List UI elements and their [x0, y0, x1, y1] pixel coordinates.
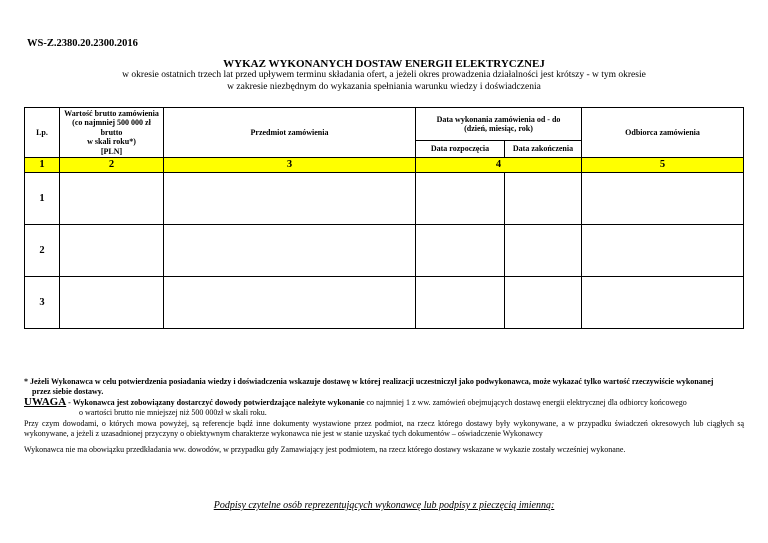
document-title: WYKAZ WYKONANYCH DOSTAW ENERGII ELEKTRYCZNEJ — [223, 58, 545, 70]
column-number: 4 — [416, 158, 582, 173]
document-reference: WS-Z.2380.20.2300.2016 — [27, 38, 138, 49]
date-end-cell[interactable] — [505, 225, 582, 277]
evidence-paragraph: Przy czym dowodami, o których mowa powyżej, są referencje bądź inne dokumenty wystawione przez podmiot, na rzecz którego dostawy były wykonywane, a w przypadku świadczeń okresowych lub ciągłych są wykonywane, a jeżeli z uzasadnionej przyczyny o obiektywnym charakterze wykonawca nie jest w stanie uzyskać tych dokumentów – oświadczenie Wykonawcy — [24, 419, 744, 438]
signature-line: Podpisy czytelne osób reprezentujących wykonawcę lub podpisy z pieczęcią imienną: — [213, 500, 555, 511]
header-date-start: Data rozpoczęcia — [416, 141, 505, 158]
subtitle-line-1: w okresie ostatnich trzech lat przed upływem terminu składania ofert, a jeżeli okres prowadzenia działalności jest krótszy - w tym okresie — [122, 70, 646, 80]
header-value — [60, 108, 164, 158]
header-value-line: Wartość brutto zamówienia — [64, 108, 159, 118]
header-value-line: (co najmniej 500 000 zł — [72, 118, 151, 128]
uwaga-bold-text: - Wykonawca jest zobowiązany dostarczyć dowody potwierdzające należyte wykonanie — [66, 398, 365, 407]
uwaga-note — [24, 397, 744, 418]
header-value-line: [PLN] — [100, 146, 123, 156]
footnote — [24, 377, 744, 397]
column-number: 2 — [60, 158, 164, 173]
table-row — [25, 173, 744, 225]
uwaga-text: co najmniej 1 z ww. zamówień obejmujących dostawę energii elektrycznej dla odbiorcy końcowego — [364, 398, 687, 407]
no-obligation-paragraph: Wykonawca nie ma obowiązku przedkładania ww. dowodów, w przypadku gdy Zamawiający jest podmiotem, na rzecz którego dostawy wskazane w wykazie zostały wcześniej wykonane. — [24, 445, 626, 454]
header-recipient: Odbiorca zamówienia — [582, 108, 744, 158]
date-end-cell[interactable] — [505, 277, 582, 329]
subtitle-line-2: w zakresie niezbędnym do wykazania spełniania warunku wiedzy i doświadczenia — [227, 81, 541, 92]
row-lp: 1 — [25, 173, 60, 225]
uwaga-line-2: o wartości brutto nie mniejszej niż 500 000zł w skali roku. — [79, 408, 267, 417]
value-cell[interactable] — [60, 225, 164, 277]
subject-cell[interactable] — [164, 225, 416, 277]
footnote-line: * Jeżeli Wykonawca w celu potwierdzenia posiadania wiedzy i doświadczenia wskazuje dostawę w której realizacji uczestniczył jako podwykonawca, może wykazać tylko wartość rzeczywiście wykonanej — [24, 377, 714, 386]
header-date-end: Data zakończenia — [505, 141, 582, 158]
value-cell[interactable] — [60, 173, 164, 225]
header-date-line: Data wykonania zamówienia od - do — [436, 114, 561, 124]
date-start-cell[interactable] — [416, 173, 505, 225]
header-lp: Lp. — [25, 108, 60, 158]
date-end-cell[interactable] — [505, 173, 582, 225]
header-value-line: brutto — [100, 127, 123, 137]
header-date — [416, 108, 582, 141]
recipient-cell[interactable] — [582, 277, 744, 329]
recipient-cell[interactable] — [582, 173, 744, 225]
header-subject: Przedmiot zamówienia — [164, 108, 416, 158]
table-row — [25, 225, 744, 277]
table-row — [25, 277, 744, 329]
date-start-cell[interactable] — [416, 225, 505, 277]
row-lp: 2 — [25, 225, 60, 277]
uwaga-label: UWAGA — [24, 396, 67, 408]
footnote-line: przez siebie dostawy. — [32, 387, 104, 396]
header-date-line: (dzień, miesiąc, rok) — [464, 124, 533, 133]
subject-cell[interactable] — [164, 277, 416, 329]
document-subtitle — [70, 70, 698, 93]
column-number: 1 — [25, 158, 60, 173]
column-number: 3 — [164, 158, 416, 173]
recipient-cell[interactable] — [582, 225, 744, 277]
deliveries-table — [24, 107, 744, 329]
header-value-line: w skali roku*) — [87, 137, 136, 147]
date-start-cell[interactable] — [416, 277, 505, 329]
subject-cell[interactable] — [164, 173, 416, 225]
row-lp: 3 — [25, 277, 60, 329]
column-number: 5 — [582, 158, 744, 173]
value-cell[interactable] — [60, 277, 164, 329]
